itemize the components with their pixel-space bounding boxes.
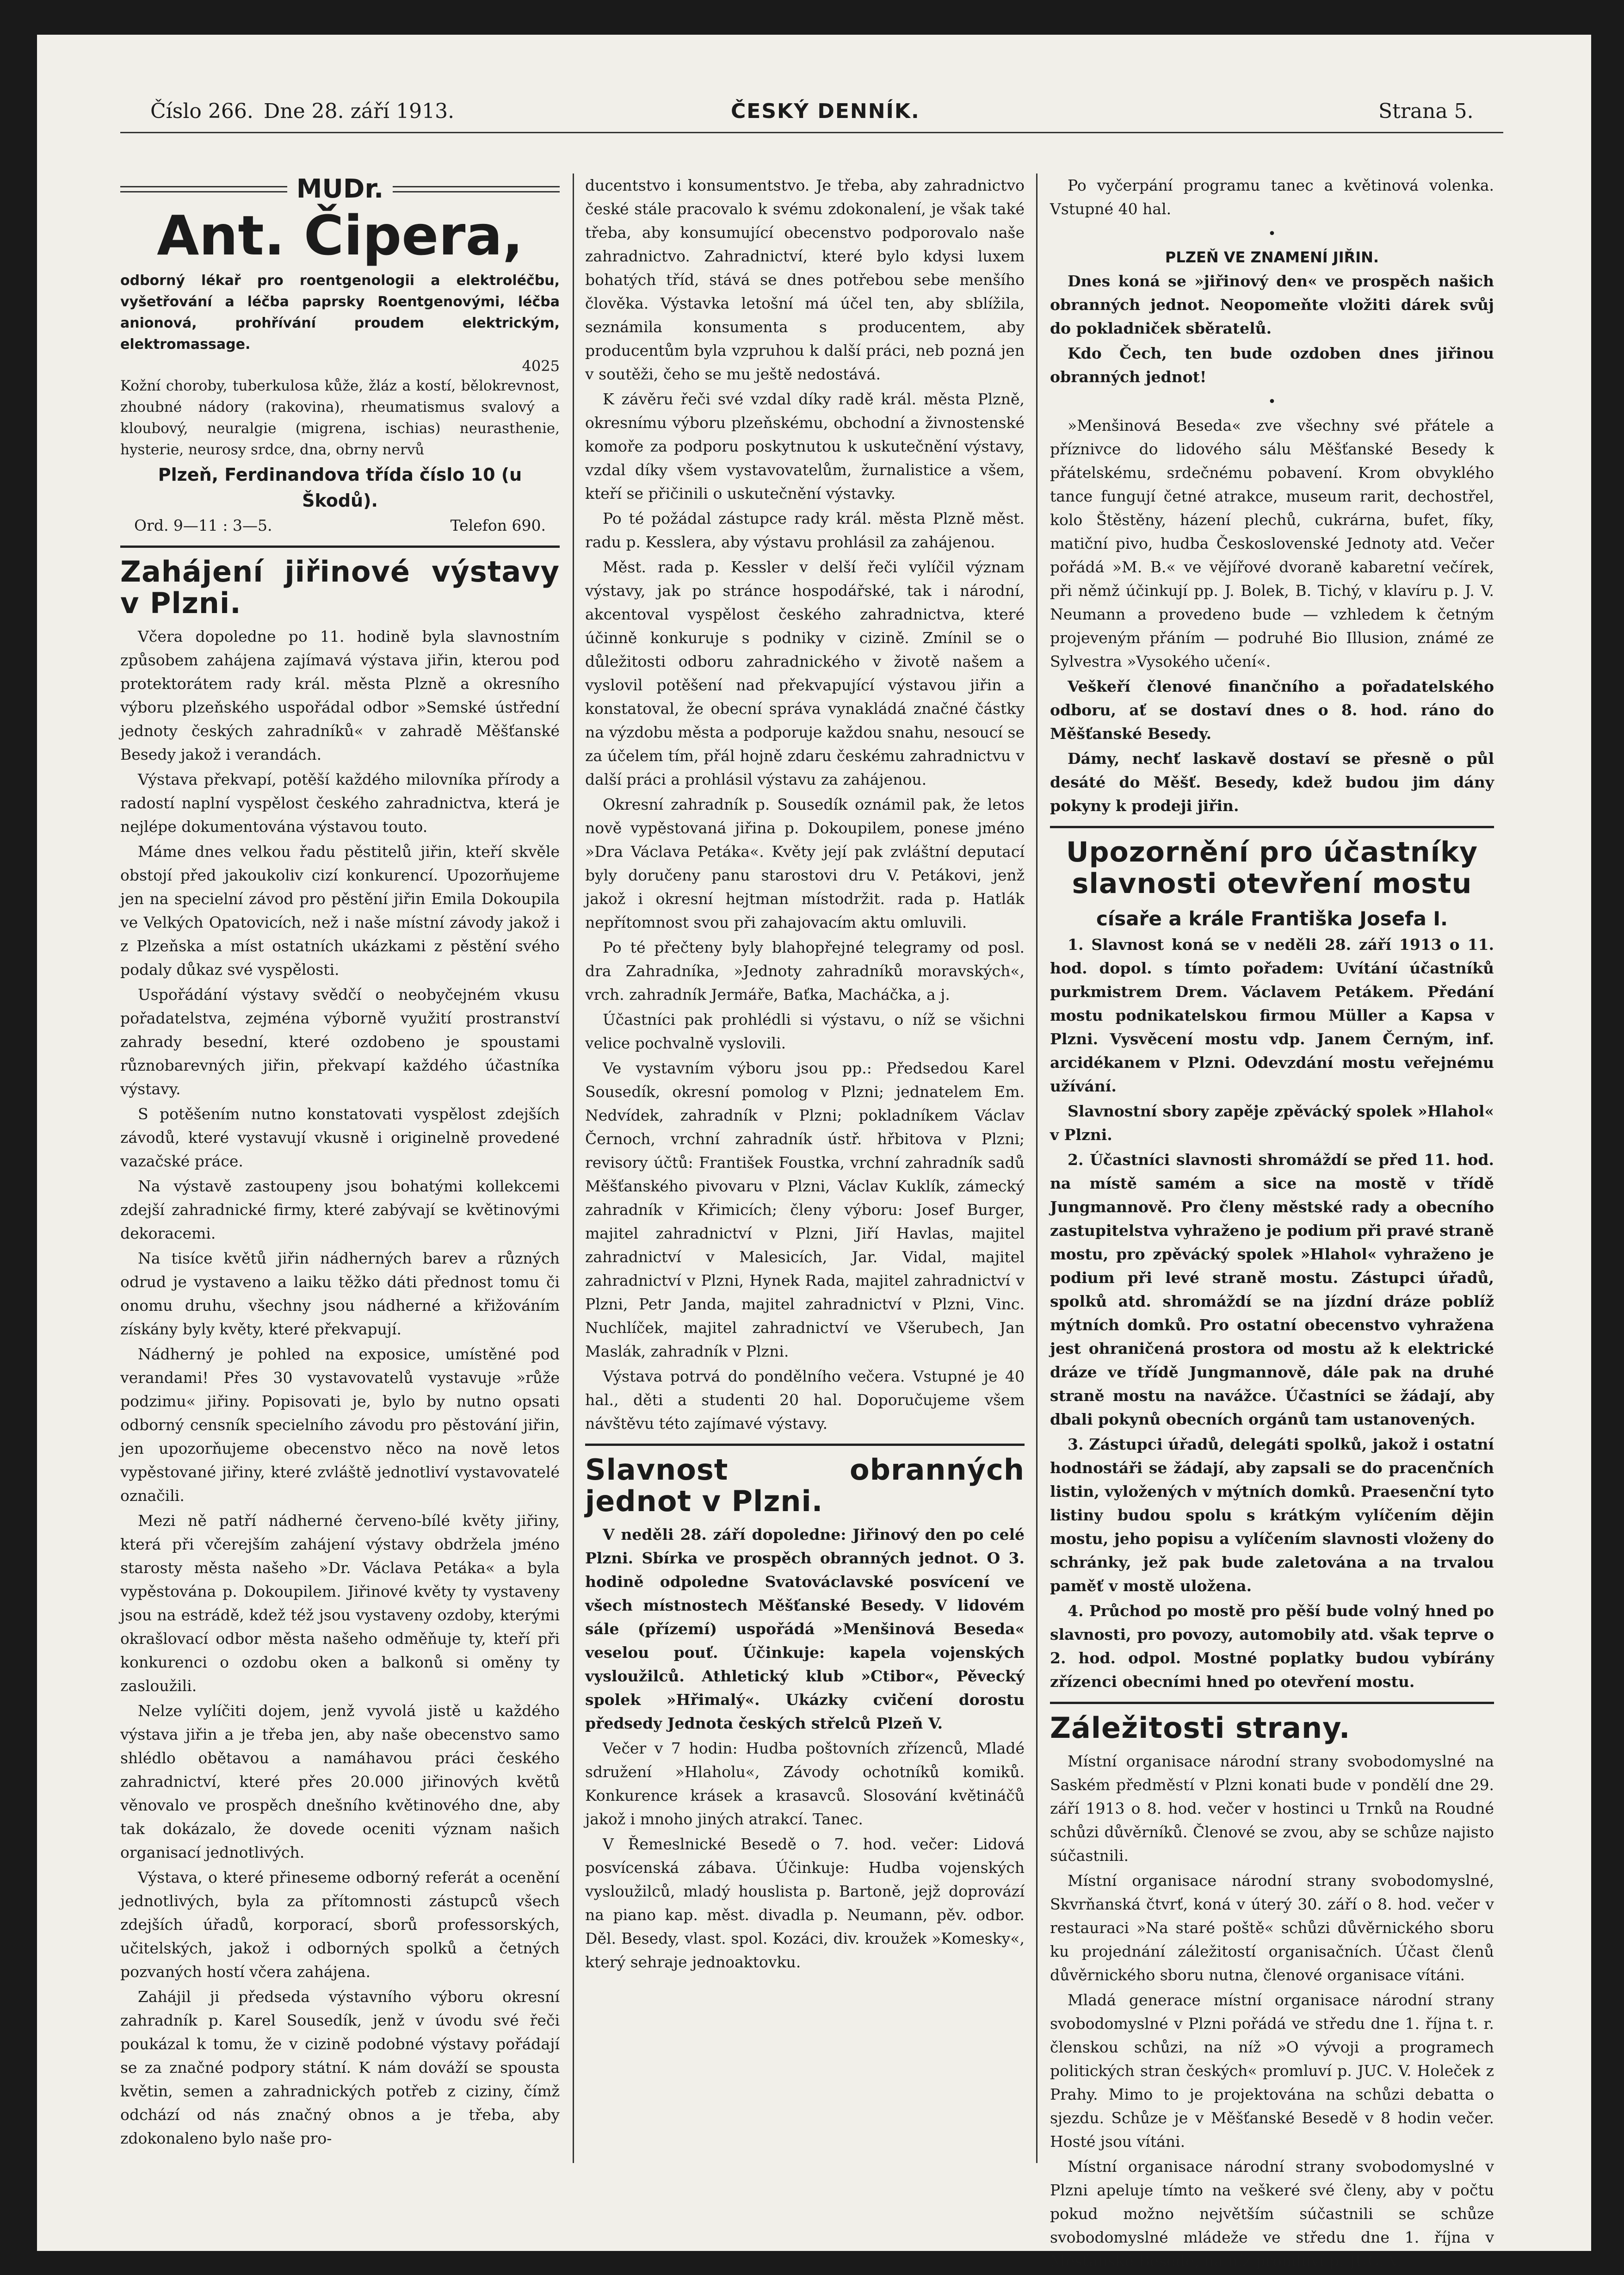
- article-paragraph: Účastníci pak prohlédli si výstavu, o níž se všichni velice pochvalně vyslovili.: [585, 1010, 1025, 1052]
- sub-heading-dahlia-sign: PLZEŇ VE ZNAMENÍ JIŘIN.: [1165, 248, 1379, 266]
- article-paragraph: Máme dnes velkou řadu pěstitelů jiřin, kteří skvěle obstojí před jakoukoliv cizí konkurencí. Upozorňujeme jen na specielní závod pro pěstění jiřin Emila Dokoupila ve Velkých Opatovicích, než i naše místní závody jakož i z Plzeňska a míst ostatních ukázkami z pěstění svého podaly důkaz své vyspělosti.: [120, 843, 560, 979]
- article-paragraph: Uspořádání výstavy svědčí o neobyčejném vkusu pořadatelstva, zejména výborně využití prostranství zahrady besední, které ozdobeno je spoustami různobarevných jiřin, překvapí každého účastníka výstavy.: [120, 986, 560, 1098]
- article-subheading-bridge: císaře a krále Františka Josefa I.: [1096, 907, 1448, 930]
- article-paragraph: Na výstavě zastoupeny jsou bohatými kollekcemi zdejší zahradnické firmy, které zabývají se květinovými dekoracemi.: [120, 1177, 560, 1242]
- ad-hours-row: [120, 514, 560, 537]
- article-paragraph: Nádherný je pohled na exposice, umístěné pod verandami! Přes 30 vystavovatelů vystavuje »růže podzimu« jiřiny. Popisovati je, bylo by nutno opsati odborný censník specielního závodu pro pěstování jiřin, jen upozorňujeme obecenstvo něco na nově letos vypěstované jiřiny, které zvláště jednotliví vystavovatelé označili.: [120, 1345, 560, 1505]
- column-3: [1050, 174, 1494, 2274]
- article-paragraph: Zahájil ji předseda výstavního výboru okresní zahradník p. Karel Sousedík, jenž v úvodu své řeči poukázal k tomu, že v cizině podobné výstavy pořádají se za značné podpory státní. K nám dováží se spousta květin, semen a zahradnických potřeb z ciziny, čímž odchází od nás značný obnos a je třeba, aby zdokonaleno bylo naše pro-: [120, 1988, 560, 2147]
- issue-number: Číslo 266.: [150, 99, 253, 123]
- column-1: [120, 174, 560, 2151]
- article-paragraph: Po té požádal zástupce rady král. města Plzně měst. radu p. Kesslera, aby výstavu prohlásil za zahájenou.: [585, 509, 1025, 551]
- article-paragraph: S potěšením nutno konstatovati vyspělost zdejších závodů, které vystavují vkusně i originelně provedené vazačské práce.: [120, 1105, 560, 1170]
- column-divider-1: [573, 174, 574, 2163]
- article-paragraph: Měst. rada p. Kessler v delší řeči vylíčil význam výstavy, jak po stránce hospodářské, tak i národní, akcentoval vyspělost českého zahradnictva, které účinně konkuruje s podniky v cizině. Zmínil se o důležitosti odboru zahradnického v životě našem a vyslovil potěšení nad překvapující výstavou jiřin a konstatoval, že obecní správa vynakládá značné částky na výzdobu města a podporuje každou snahu, nesoucí se za účelem tím, přál hojně zdaru českému zahradnictvu v další práci a prohlásil výstavu za zahájenou.: [585, 558, 1025, 788]
- bridge-point: Slavnostní sbory zapěje zpěvácký spolek »Hlahol« v Plzni.: [1050, 1102, 1494, 1144]
- article-paragraph: Nelze vylíčiti dojem, jenž vyvolá jistě u každého výstava jiřin a je třeba jen, aby naše obecenstvo samo shlédlo obětavou a namáhavou práci českého zahradnictví, které přes 20.000 jiřinových květů věnovalo ve prospěch dnešního květinového dne, aby tak dokázalo, že dovede oceniti význam našich organisací jednotlivých.: [120, 1702, 560, 1861]
- ad-phone: Telefon 690.: [450, 516, 546, 534]
- ad-address: Plzeň, Ferdinandova třída číslo 10 (u Škodů).: [158, 465, 522, 511]
- bridge-point: 4. Průchod po mostě pro pěší bude volný hned po slavnosti, pro povozy, automobily atd. však teprve o 2. hod. odpol. Mostné poplatky budou vybírány zřízenci obecními hned po otevření mostu.: [1050, 1602, 1494, 1691]
- section-rule: [585, 1444, 1025, 1446]
- article-paragraph: Výstava, o které přineseme odborný referát a ocenění jednotlivých, byla za přítomnosti zástupců všech zdejších úřadů, korporací, sborů professorských, učitelských, jakož i odborných spolků a četných pozvaných hostí včera zahájena.: [120, 1868, 560, 1981]
- column-2: [585, 174, 1025, 1975]
- article-heading-party-affairs: Záležitosti strany.: [1050, 1711, 1351, 1745]
- bullet-mark: •: [1268, 394, 1276, 410]
- article-paragraph: Místní organisace národní strany svobodomyslné, Skvrňanská čtvrť, koná v úterý 30. září o 8. hod. večer v restauraci »Na staré poště« schůzi důvěrnického sboru ku projednání záležitostí organisačních. Účast členů důvěrnického sboru nutna, členové organisace vítáni.: [1050, 1872, 1494, 1984]
- article-paragraph: Po té přečteny byly blahopřejné telegramy od posl. dra Zahradníka, »Jednoty zahradníků moravských«, vrch. zahradník Jermáře, Baťka, Macháčka, a j.: [585, 938, 1025, 1004]
- article-paragraph: Kdo Čech, ten bude ozdoben dnes jiřinou obranných jednot!: [1050, 344, 1494, 386]
- article-paragraph: Ve vystavním výboru jsou pp.: Předsedou Karel Sousedík, okresní pomolog v Plzni; jednatelem Em. Nedvídek, zahradník v Plzni; pokladníkem Václav Černoch, vrchní zahradník ústř. hřbitova v Plzni; revisory účtů: František Foustka, vrchní zahradník sadů Měšťanského pivovaru v Plzni, Václav Kuklík, zámecký zahradník v Křimicích; členy výboru: Josef Burger, majitel zahradnictví v Plzni, Jiří Havlas, majitel zahradnictví v Malesicích, Jar. Vidal, majitel zahradnictví v Plzni, Hynek Rada, majitel zahradnictví v Plzni, Petr Janda, majitel zahradnictví v Plzni, Vinc. Nuchlíček, majitel zahradnictví ve Všerubech, Jan Maslák, zahradník v Plzni.: [585, 1059, 1025, 1360]
- article-paragraph: Mezi ně patří nádherné červeno-bílé květy jiřiny, která při včerejším zahájení výstavy obdržela jméno starosty města našeho »Dr. Václava Petáka« a byla vypěstována p. Dokoupilem. Jiřinové květy ty vystaveny jsou na estrádě, kdež též jsou vystaveny ozdoby, kterými okrašlovací odbor města našeho odměňuje ty, kteří při konkurenci o ozdobu oken a balkonů si oměny ty zasloužili.: [120, 1512, 560, 1695]
- ad-mudr: MUDr.: [296, 174, 384, 204]
- ad-doctor-name: Ant. Čipera,: [157, 204, 523, 267]
- ad-rule-right: [393, 186, 560, 192]
- article-paragraph: K závěru řeči své vzdal díky radě král. města Plzně, okresnímu výboru plzeňskému, obchodní a živnostenské komoře za podporu poskytnutou k uskutečnění výstavy, vzdal díky všem vystavovatelům, žurnalistice a všem, kteří se přičinili o uskutečnění výstavky.: [585, 390, 1025, 502]
- header-rule: [120, 132, 1503, 133]
- ad-diseases: Kožní choroby, tuberkulosa kůže, žláz a kostí, bělokrevnost, zhoubné nádory (rakovina), rheumatismus svalový a kloubový, neuralgie (migrena, ischias) neurasthenie, hysterie, neurosy srdce, dna, obrny nervů: [120, 378, 560, 458]
- article-paragraph: Na tisíce květů jiřin nádherných barev a různých odrud je vystaveno a laiku těžko dáti přednost tomu či onomu druhu, všechny jsou nádherné a křižováním získány byly květy, které překvapují.: [120, 1249, 560, 1338]
- page-number: Strana 5.: [1378, 99, 1474, 123]
- newspaper-page: [37, 35, 1591, 2270]
- article-paragraph: »Menšinová Beseda« zve všechny své přátele a příznivce do lidového sálu Měšťanské Besedy k přátelskému, srdečnému pobavení. Krom obvyklého tance fungují četné atrakce, museum rarit, dechostřel, kolo Štěstěny, házení plechů, cukrárna, bufet, fíky, matiční pivo, hudba Československé Jednoty atd. Večer pořádá »M. B.« ve vějířové dvoraně kabaretní večírek, při němž účinkují pp. J. Bolek, B. Tichý, v klavíru p. J. V. Neumann a provedeno bude — vzhledem k četným projeveným přáním — podruhé Bio Illusion, známé ze Sylvestra »Vysokého učení«.: [1050, 416, 1494, 670]
- article-heading-dahlia-show: Zahájení jiřinové výstavy v Plzni.: [120, 555, 560, 620]
- article-paragraph: ducentstvo i konsumentstvo. Je třeba, aby zahradnictvo české stále pracovalo k svému zdokonalení, je však také třeba, aby konsumující obecenstvo podporovalo naše zahradnictvo. Zahradnictví, které bylo kdysi luxem bohatých tříd, stává se dnes potřebou sebe menšího člověka. Výstavka letošní má účel ten, aby sblížila, seznámila konsumenta s producentem, aby producentům byla vzpruhou k další práci, neb pozná jen v soutěži, čeho se mu ještě nedostává.: [585, 176, 1025, 383]
- article-paragraph: Mladá generace místní organisace národní strany svobodomyslné v Plzni pořádá ve středu dne 1. října t. r. členskou schůzi, na níž »O vývoji a programech politických stran českých« promluví p. JUC. V. Holeček z Prahy. Mimo to je projektována na schůzi debatta o sjezdu. Schůze je v Měšťanské Besedě v 8 hodin večer. Hosté jsou vítáni.: [1050, 1991, 1494, 2151]
- bridge-point: 3. Zástupci úřadů, delegáti spolků, jakož i ostatní hodnostáři se žádají, aby zapsali se do pracenčních listin, vyložených v mýtních domků. Praesenční tyto listiny budou spolu s krátkým vylíčením dějin mostu, jeho popisu a vylíčením slavnosti vloženy do schránky, jež pak bude zaletována a na trvalou paměť v mostě uložena.: [1050, 1435, 1494, 1595]
- bridge-point: 2. Účastníci slavnosti shromáždí se před 11. hod. na místě samém a sice na mostě v třídě Jungmannově. Pro členy městské rady a obecního zastupitelstva vyhraženo je podium při pravé straně mostu, pro zpěvácký spolek »Hlahol« vyhraženo je podium při levé straně mostu. Zástupci úřadů, spolků atd. shromáždí se na jízdní dráze poblíž mýtních domků. Pro ostatní obecenstvo vyhražena jest ohraničená prostora od mostu až k elektrické dráze ve třídě Jungmannově, dále pak na druhé straně mostu na navážce. Účastníci se žádají, aby dbali pokynů obecních orgánů tam ustanovených.: [1050, 1151, 1494, 1428]
- section-rule: [1050, 1702, 1494, 1704]
- article-heading-defense-unions: Slavnost obranných jednot v Plzni.: [585, 1453, 1025, 1518]
- bridge-point: 1. Slavnost koná se v neděli 28. září 1913 o 11. hod. dopol. s tímto pořadem: Uvítání účastníků purkmistrem Drem. Václavem Petákem. Předání mostu podnikatelskou firmou Müller a Kapsa v Plzni. Vysvěcení mostu vdp. Janem Černým, inf. arcidékanem v Plzni. Odevzdání mostu veřejnému užívání.: [1050, 936, 1494, 1095]
- issue-date: Dne 28. září 1913.: [264, 99, 455, 123]
- ad-bottom-rule: [120, 546, 560, 548]
- masthead: ČESKÝ DENNÍK.: [731, 99, 920, 123]
- article-paragraph: Veškeří členové finančního a pořadatelského odboru, ať se dostaví dnes o 8. hod. ráno do Měšťanské Besedy.: [1050, 677, 1494, 743]
- section-rule: [1050, 826, 1494, 828]
- article-paragraph: V Řemeslnické Besedě o 7. hod. večer: Lidová posvícenská zábava. Účinkuje: Hudba vojenských vysloužilců, mladý houslista p. Bartoně, jejž doprovází na piano kap. měst. divadla p. Neumann, pěv. odbor. Děl. Besedy, vlast. spol. Kozáci, div. kroužek »Komesky«, který sehraje jednoaktovku.: [585, 1835, 1025, 1971]
- article-heading-bridge: Upozornění pro účastníky slavnosti otevření mostu: [1066, 836, 1478, 900]
- article-paragraph: Výstava potrvá do pondělního večera. Vstupné je 40 hal., děti a studenti 20 hal. Doporučujeme všem návštěvu této zajímavé výstavy.: [585, 1367, 1025, 1432]
- ad-rule-left: [120, 186, 287, 192]
- ad-description: odborný lékař pro roentgenologii a elektroléčbu, vyšetřování a léčba paprsky Roentgenovými, léčba anionová, prohřívání proudem elektrickým, elektromassage.: [120, 273, 560, 353]
- column-divider-2: [1036, 174, 1037, 2163]
- article-paragraph: Po vyčerpání programu tanec a květinová volenka. Vstupné 40 hal.: [1050, 176, 1494, 218]
- article-paragraph: Večer v 7 hodin: Hudba poštovních zřízenců, Mladé sdružení »Hlaholu«, Závody ochotníků komiků. Konkurence krásek a krasavců. Slosování květináčů jakož i mnoho jiných atrakcí. Tanec.: [585, 1739, 1025, 1828]
- article-paragraph: Včera dopoledne po 11. hodině byla slavnostním způsobem zahájena zajímavá výstava jiřin, kterou pod protektorátem rady král. města Plzně a okresního výboru plzeňského uspořádal odbor »Semské ústřední jednoty českých zahradníků« v zahradě Měšťanské Besedy jakož i verandách.: [120, 627, 560, 763]
- ad-code: 4025: [522, 357, 560, 375]
- article-paragraph: Okresní zahradník p. Sousedík oznámil pak, že letos nově vypěstovaná jiřina p. Dokoupilem, ponese jméno »Dra Václava Petáka«. Květy její pak zvláštní deputací byly doručeny panu starostovi dru V. Petákovi, jenž jakož i okresní hejtman místodržit. rada p. Hatlák nepřítomnost svou při zahajovacím aktu omluvili.: [585, 795, 1025, 931]
- article-paragraph: V neděli 28. září dopoledne: Jiřinový den po celé Plzni. Sbírka ve prospěch obranných jednot. O 3. hodině odpoledne Svatováclavské posvícení ve všech místnostech Měšťanské Besedy. V lidovém sále (přízemí) uspořádá »Menšinová Beseda« veselou pouť. Účinkuje: kapela vojenských vysloužilců. Athletický klub »Ctibor«, Pěvecký spolek »Hřimalý«. Ukázky cvičení dorostu předsedy Jednota českých střelců Plzeň V.: [585, 1525, 1025, 1732]
- ad-title-row: [120, 174, 560, 204]
- article-paragraph: Místní organisace národní strany svobodomyslné v Plzni apeluje tímto na veškeré své členy, aby v počtu pokud možno největším súčastnili se schůze svobodomyslné mládeže ve středu dne 1. října v Měšťanské Besedě, na níž promluví p. JUC. V.: [1050, 2157, 1494, 2270]
- article-paragraph: Dámy, nechť laskavě dostaví se přesně o půl desáté do Měšť. Besedy, kdež budou jim dány pokyny k prodeji jiřin.: [1050, 750, 1494, 815]
- article-paragraph: Výstava překvapí, potěší každého milovníka přírody a radostí naplní vyspělost českého zahradnictva, která je nejlépe dokumentována výstavou touto.: [120, 770, 560, 836]
- article-paragraph: Místní organisace národní strany svobodomyslné na Saském předměstí v Plzni konati bude v pondělí dne 29. září 1913 o 8. hod. večer v hostinci u Trnků na Roudné schůzi důvěrníků. Členové se zvou, aby se schůze najisto súčastnili.: [1050, 1752, 1494, 1865]
- ad-hours: Ord. 9—11 : 3—5.: [134, 516, 272, 534]
- bullet-mark: •: [1268, 226, 1276, 242]
- article-paragraph: Dnes koná se »jiřinový den« ve prospěch našich obranných jednot. Neopomeňte vložiti dárek svůj do pokladniček sběratelů.: [1050, 272, 1494, 337]
